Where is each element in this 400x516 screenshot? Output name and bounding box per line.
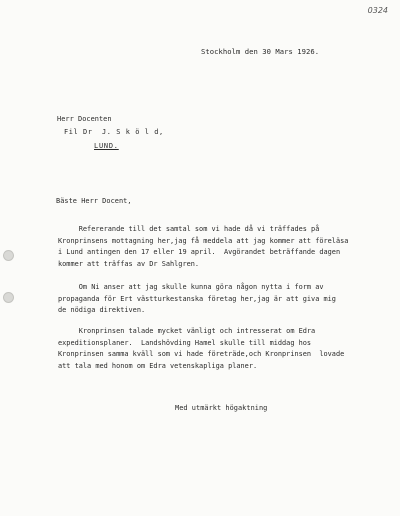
body-line: Refererande till det samtal som vi hade då vi träffades på: [58, 225, 320, 233]
body-line: Kronprinsen samma kväll som vi hade företräde,och Kronprinsen lovade: [58, 350, 345, 359]
body-line: att tala med honom om Edra vetenskapliga planer.: [58, 362, 258, 371]
recipient-line-1: Herr Docenten: [57, 115, 112, 123]
recipient-line-2: Fil Dr J. S k ö l d,: [64, 128, 164, 136]
body-line: de nödiga direktiven.: [58, 306, 146, 315]
recipient-line-3: LUND.: [94, 142, 119, 150]
paragraph-1: [58, 224, 388, 271]
body-line: expeditionsplaner. Landshövding Hamel skulle till middag hos: [58, 338, 312, 347]
body-line: propaganda för Ert västturkestanska företag her,jag är att giva mig: [58, 294, 336, 303]
body-line: kommer att träffas av Dr Sahlgren.: [58, 260, 200, 269]
body-line: Om Ni anser att jag skulle kunna göra någon nytta i form av: [58, 283, 324, 291]
date-line: Stockholm den 30 Mars 1926.: [201, 47, 320, 56]
punch-hole: [3, 292, 14, 303]
paragraph-2: [58, 282, 388, 317]
paragraph-3: [58, 326, 388, 373]
body-line: Kronprinsens mottagning her,jag få meddela att jag kommer att föreläsa: [58, 236, 349, 245]
body-line: i Lund antingen den 17 eller 19 april. Avgörandet beträffande dagen: [58, 248, 341, 257]
punch-hole: [3, 250, 14, 261]
archive-number: 0324: [367, 6, 388, 15]
closing-line: Med utmärkt högaktning: [175, 404, 268, 412]
salutation: Bäste Herr Docent,: [56, 197, 132, 205]
body-line: Kronprinsen talade mycket vänligt och intresserat om Edra: [58, 327, 316, 335]
